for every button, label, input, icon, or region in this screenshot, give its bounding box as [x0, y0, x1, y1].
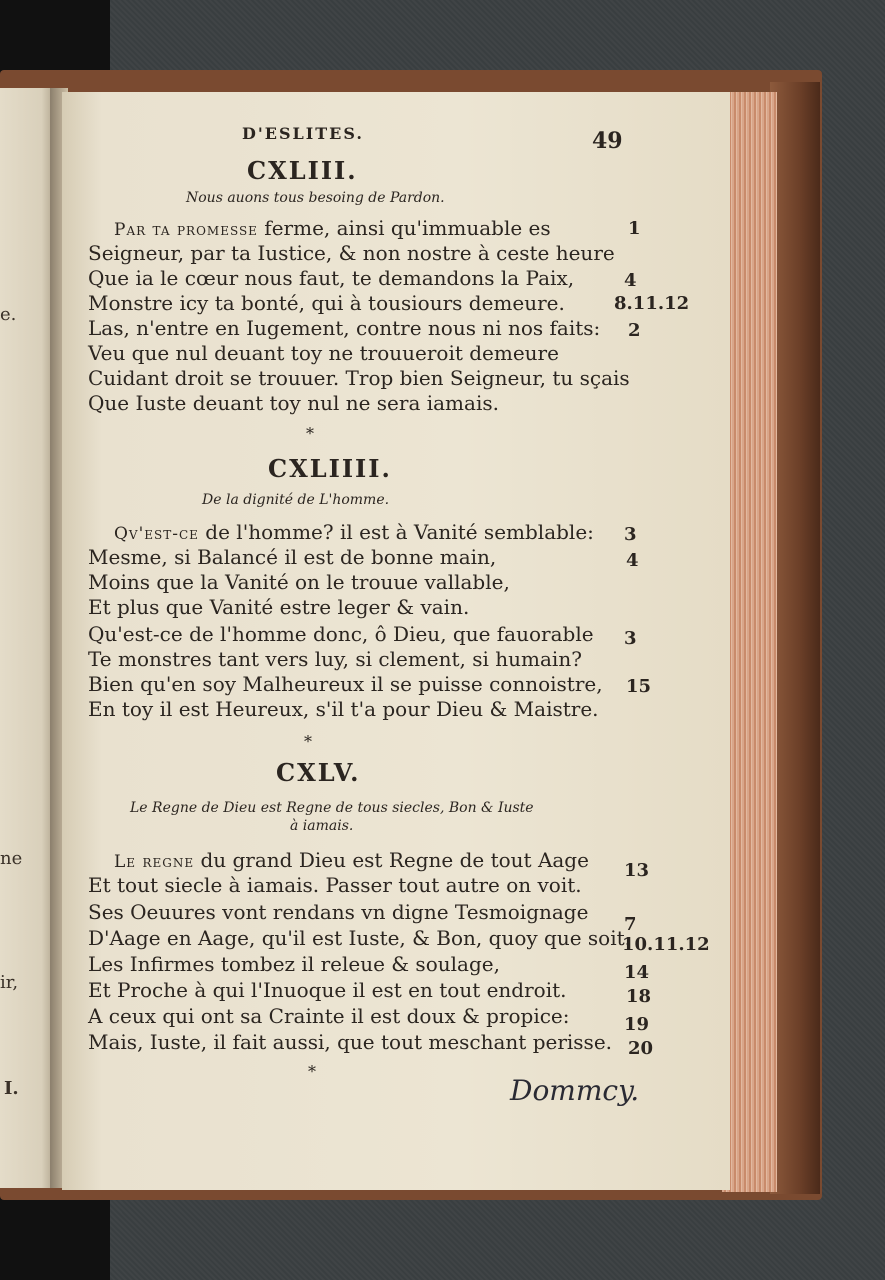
psalm-number: CXLIII. [247, 156, 358, 185]
verse-line: Veu que nul deuant toy ne trouueroit demeure [88, 341, 559, 365]
verse-line: Seigneur, par ta Iustice, & non nostre à ceste heure [88, 241, 615, 265]
verse-line: Qv'est-ce de l'homme? il est à Vanité semblable: [114, 520, 594, 544]
verse-ref: 20 [628, 1038, 654, 1059]
verse-ref: 18 [626, 986, 652, 1007]
page-edges [722, 92, 777, 1192]
handwritten-signature: Dommcy. [510, 1074, 640, 1107]
verse-ref: 4 [626, 550, 639, 571]
psalm-number: CXLIIII. [268, 454, 392, 483]
verse-ref: 7 [624, 914, 637, 935]
verse-line: Par ta promesse ferme, ainsi qu'immuable es [114, 216, 551, 240]
verse-line: Monstre icy ta bonté, qui à tousiours demeure. [88, 291, 565, 315]
verse-ref: 19 [624, 1014, 650, 1035]
right-page [62, 92, 730, 1190]
verse-line: D'Aage en Aage, qu'il est Iuste, & Bon, quoy que soit. [88, 926, 631, 950]
psalm-number: CXLV. [276, 758, 361, 787]
left-fragment: ir, [0, 972, 19, 993]
verse-line: Qu'est-ce de l'homme donc, ô Dieu, que fauorable [88, 622, 594, 646]
verse-line: Mais, Iuste, il fait aussi, que tout meschant perisse. [88, 1030, 613, 1054]
left-fragment: ne [0, 848, 23, 869]
left-fragment: e. [0, 304, 17, 325]
verse-line: Que ia le cœur nous faut, te demandons la Paix, [88, 266, 575, 290]
verse-line: Et plus que Vanité estre leger & vain. [88, 595, 470, 619]
verse-ref: 3 [624, 628, 637, 649]
verse-line: Te monstres tant vers luy, si clement, si humain? [88, 647, 582, 671]
verse-line: Ses Oeuures vont rendans vn digne Tesmoignage [88, 900, 589, 924]
cover-edge [770, 82, 820, 1194]
verse-ref: 8.11.12 [614, 293, 690, 314]
verse-ref: 14 [624, 962, 650, 983]
verse-ref: 4 [624, 270, 637, 291]
verse-line: Las, n'entre en Iugement, contre nous ni nos faits: [88, 316, 601, 340]
verse-line: Mesme, si Balancé il est de bonne main, [88, 545, 497, 569]
verse-line: A ceux qui ont sa Crainte il est doux & propice: [88, 1004, 570, 1028]
psalm-subtitle: Le Regne de Dieu est Regne de tous siecles, Bon & Iuste [130, 800, 534, 816]
left-page [0, 88, 52, 1188]
psalm-subtitle-cont: à iamais. [290, 818, 354, 834]
psalm-subtitle: Nous auons tous besoing de Pardon. [186, 190, 445, 206]
ornament: * [308, 1062, 316, 1081]
ornament: * [304, 732, 312, 751]
running-head: D'ESLITES. [242, 124, 364, 143]
verse-ref: 13 [624, 860, 650, 881]
verse-ref: 2 [628, 320, 641, 341]
left-fragment: I. [4, 1078, 19, 1099]
verse-line: Que Iuste deuant toy nul ne sera iamais. [88, 391, 499, 415]
verse-ref: 15 [626, 676, 652, 697]
verse-line: Les Infirmes tombez il releue & soulage, [88, 952, 500, 976]
verse-line: En toy il est Heureux, s'il t'a pour Dieu & Maistre. [88, 697, 599, 721]
verse-ref: 3 [624, 524, 637, 545]
psalm-subtitle: De la dignité de L'homme. [202, 492, 390, 508]
verse-line: Cuidant droit se trouuer. Trop bien Seigneur, tu sçais [88, 366, 630, 390]
ornament: * [306, 424, 314, 443]
verse-ref: 10.11.12 [622, 934, 710, 955]
verse-line: Moins que la Vanité on le trouue vallable, [88, 570, 510, 594]
verse-line: Et tout siecle à iamais. Passer tout autre on voit. [88, 873, 582, 897]
verse-line: Bien qu'en soy Malheureux il se puisse connoistre, [88, 672, 603, 696]
verse-line: Le regne du grand Dieu est Regne de tout Aage [114, 848, 589, 872]
page-number: 49 [592, 128, 623, 154]
verse-ref: 1 [628, 218, 641, 239]
verse-line: Et Proche à qui l'Inuoque il est en tout endroit. [88, 978, 567, 1002]
